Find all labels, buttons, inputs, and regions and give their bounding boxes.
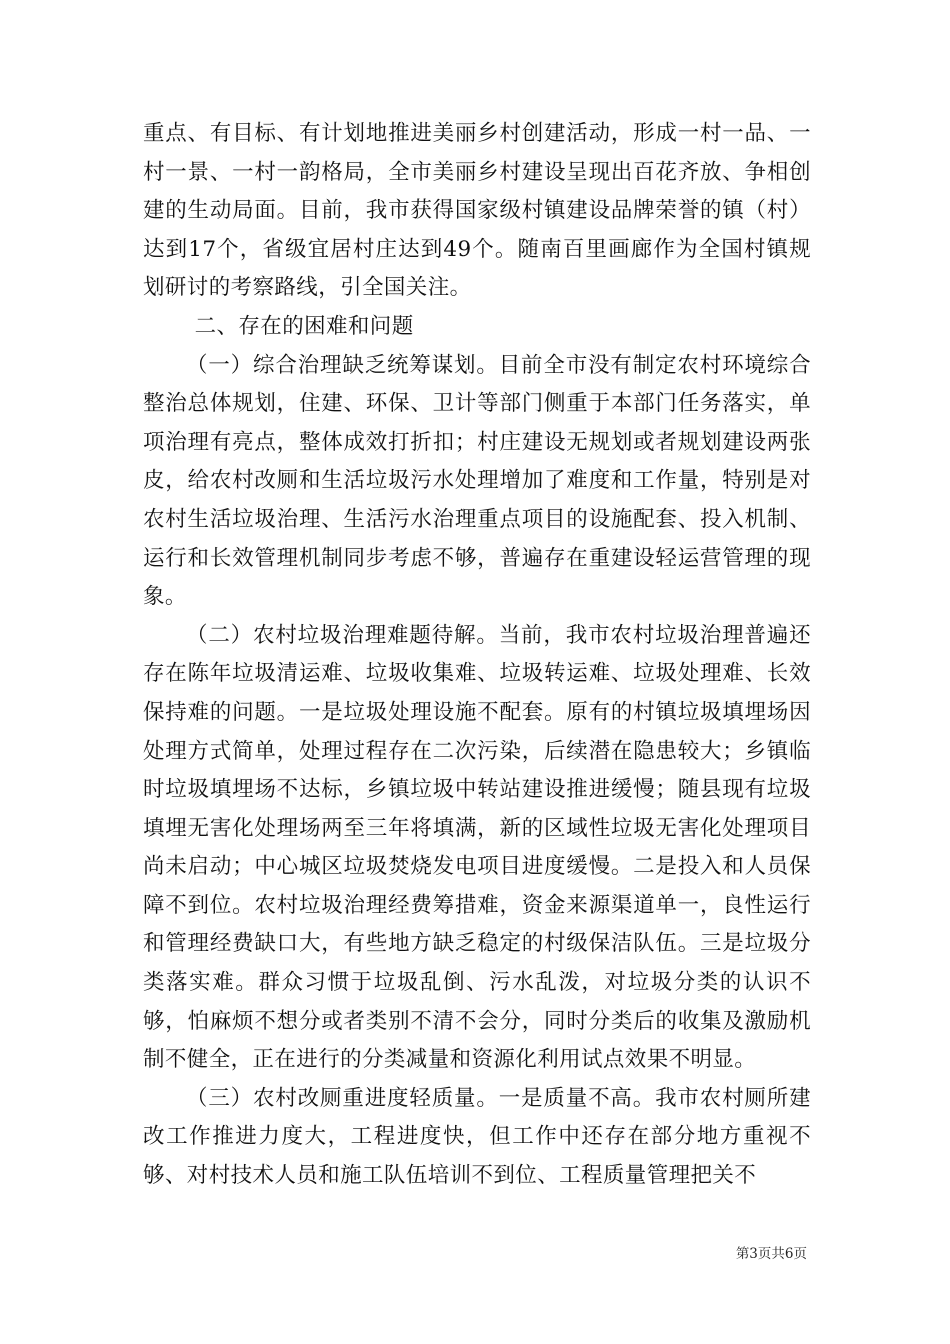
section-heading: 二、存在的困难和问题 xyxy=(194,313,414,339)
paragraph-continued: 重点、有目标、有计划地推进美丽乡村创建活动，形成一村一品、一村一景、一村一韵格局，全市美丽乡村建设呈现出百花齐放、争相创建的生动局面。目前，我市获得国家级村镇建设品牌荣誉的镇（村）达到17个，省级宜居村庄达到49个。随南百里画廊作为全国村镇规划研讨的考察路线，引全国关注。 xyxy=(143,121,811,301)
page-number-footer: 第3页共6页 xyxy=(735,1246,807,1262)
paragraph-problem-1: （一）综合治理缺乏统筹谋划。目前全市没有制定农村环境综合整治总体规划，住建、环保、卫计等部门侧重于本部门任务落实，单项治理有亮点，整体成效打折扣；村庄建设无规划或者规划建设两张皮，给农村改厕和生活垃圾污水处理增加了难度和工作量，特别是对农村生活垃圾治理、生活污水治理重点项目的设施配套、投入机制、运行和长效管理机制同步考虑不够，普遍存在重建设轻运营管理的现象。 xyxy=(143,352,811,610)
paragraph-problem-2: （二）农村垃圾治理难题待解。当前，我市农村垃圾治理普遍还存在陈年垃圾清运难、垃圾收集难、垃圾转运难、垃圾处理难、长效保持难的问题。一是垃圾处理设施不配套。原有的村镇垃圾填埋场因处理方式简单，处理过程存在二次污染，后续潜在隐患较大；乡镇临时垃圾填埋场不达标，乡镇垃圾中转站建设推进缓慢；随县现有垃圾填埋无害化处理场两至三年将填满，新的区域性垃圾无害化处理项目尚未启动；中心城区垃圾焚烧发电项目进度缓慢。二是投入和人员保障不到位。农村垃圾治理经费筹措难，资金来源渠道单一，良性运行和管理经费缺口大，有些地方缺乏稳定的村级保洁队伍。三是垃圾分类落实难。群众习惯于垃圾乱倒、污水乱泼，对垃圾分类的认识不够，怕麻烦不想分或者类别不清不会分，同时分类后的收集及激励机制不健全，正在进行的分类减量和资源化利用试点效果不明显。 xyxy=(143,622,811,1073)
paragraph-problem-3: （三）农村改厕重进度轻质量。一是质量不高。我市农村厕所建改工作推进力度大，工程进度快，但工作中还存在部分地方重视不够、对村技术人员和施工队伍培训不到位、工程质量管理把关不 xyxy=(143,1085,811,1189)
document-body xyxy=(143,115,811,1196)
